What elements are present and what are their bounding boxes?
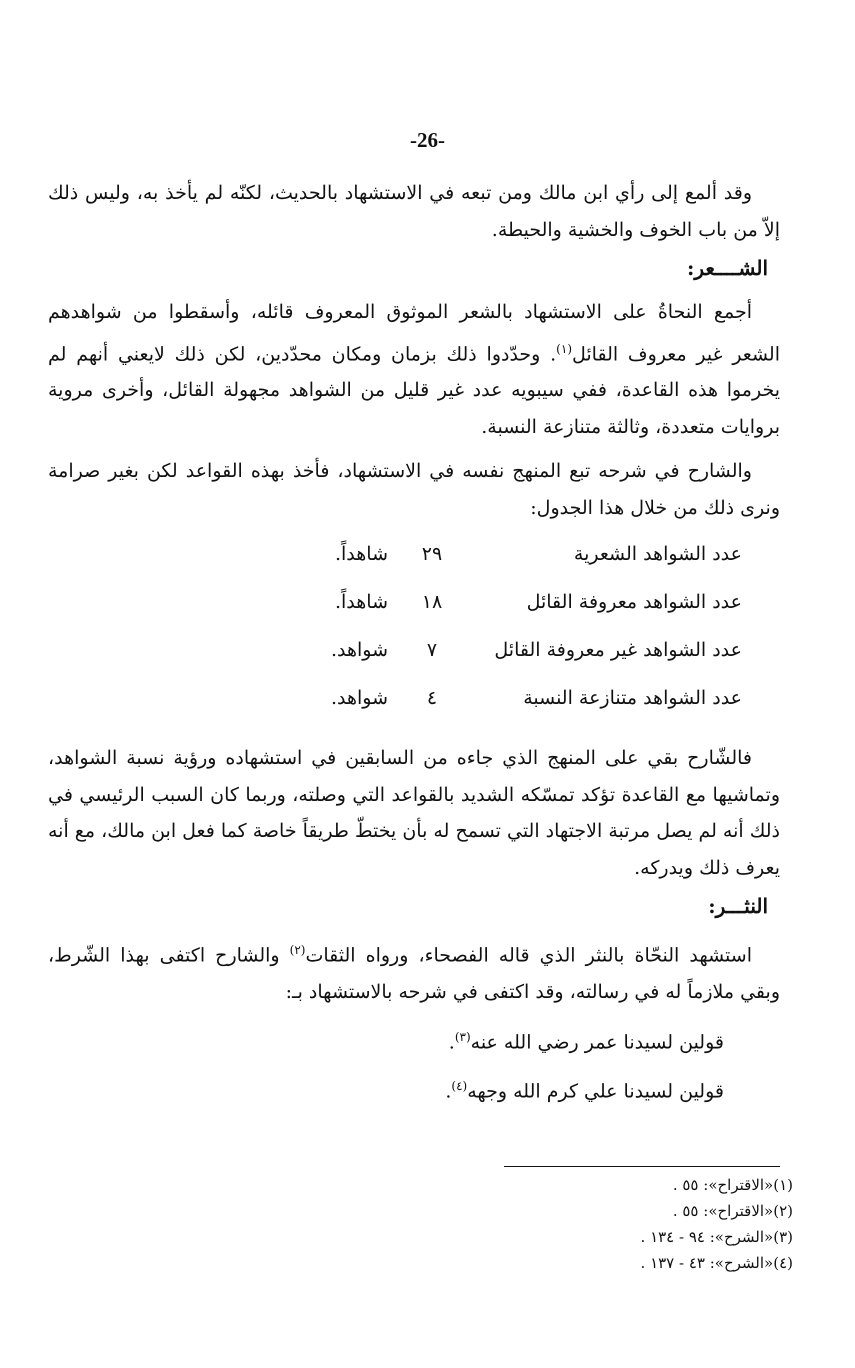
footnote-ref-3: (٣) (454, 1029, 471, 1044)
stat-label: عدد الشواهد متنازعة النسبة (523, 687, 742, 710)
prose-p1-text-a: استشهد النحّاة بالنثر الذي قاله الفصحاء، ورواه الثقات (305, 944, 752, 967)
main-text (48, 175, 780, 1110)
footnote-ref-4: (٤) (451, 1079, 468, 1094)
stat-count: ٧ (426, 639, 438, 662)
quote-line-2 (48, 1068, 780, 1110)
quote-1-text: قولين لسيدنا عمر رضي الله عنه (470, 1030, 724, 1053)
intro-paragraph: وقد ألمع إلى رأي ابن مالك ومن تبعه في الاستشهاد بالحديث، لكنّه لم يأخذ به، وليس ذلك إلاّ من باب الخوف والخشية والحيطة. (48, 182, 780, 241)
quote-line-1 (48, 1019, 780, 1061)
stat-row (48, 584, 780, 632)
poetry-p1-text-a: أجمع النحاةُ على الاستشهاد بالشعر الموثوق المعروف قائله، وأسقطوا من شواهدهم الشعر غير معروف القائل (48, 301, 780, 365)
poetry-paragraph-1 (48, 294, 780, 445)
poetry-heading: الشــــعر: (687, 256, 768, 280)
stat-row (48, 536, 780, 584)
footnote-2: (٢)«الاقتراح»: ٥٥ . (672, 1202, 793, 1220)
quote-2-text: قولين لسيدنا علي كرم الله وجهه (467, 1080, 724, 1103)
stat-row (48, 632, 780, 680)
footnote-1: (١)«الاقتراح»: ٥٥ . (672, 1176, 793, 1194)
footnote-4: (٤)«الشرح»: ٤٣ - ١٣٧ . (640, 1254, 793, 1272)
stat-label: عدد الشواهد الشعرية (573, 543, 742, 566)
footnote-ref-1: (١) (556, 341, 572, 356)
period: . (445, 1080, 452, 1103)
footnote-separator (504, 1166, 780, 1167)
footnote-ref-2: (٢) (289, 943, 306, 958)
footnote-3: (٣)«الشرح»: ٩٤ - ١٣٤ . (640, 1228, 793, 1246)
stat-label: عدد الشواهد معروفة القائل (526, 591, 742, 614)
stat-unit: شواهد. (330, 639, 388, 662)
stat-count: ٢٩ (421, 543, 443, 566)
poetry-paragraph-3: فالشّارح بقي على المنهج الذي جاءه من السابقين في استشهاده ورؤية نسبة الشواهد، وتماشيها مع القاعدة تؤكد تمسّكه الشديد بالقواعد التي وصلته، وربما كان السبب الرئيسي في ذلك أنه لم يصل مرتبة الاجتهاد التي تسمح له بأن يختطّ طريقاً خاصة كما فعل ابن مالك، مع أنه يعرف ذلك ويدركه. (48, 747, 780, 879)
period: . (448, 1030, 455, 1053)
page-number: -26- (410, 128, 445, 152)
poetry-p1-text-b: . وحدّدوا ذلك بزمان ومكان محدّدين، لكن ذلك لايعني أنهم لم يخرموا هذه القاعدة، ففي سيبويه عدد غير قليل من الشواهد مجهولة القائل، وأخرى مروية بروايات متعددة، وثالثة متنازعة النسبة. (48, 342, 780, 438)
poetry-paragraph-2: والشارح في شرحه تبع المنهج نفسه في الاستشهاد، فأخذ بهذه القواعد لكن بغير صرامة ونرى ذلك من خلال هذا الجدول: (48, 460, 780, 519)
stat-count: ١٨ (421, 591, 443, 614)
prose-paragraph-1 (48, 932, 780, 1010)
stat-unit: شاهداً. (334, 543, 388, 566)
stat-label: عدد الشواهد غير معروفة القائل (494, 639, 742, 662)
stat-unit: شاهداً. (334, 591, 388, 614)
stat-unit: شواهد. (330, 687, 388, 710)
stat-row (48, 680, 780, 728)
prose-p1-text-b: والشارح اكتفى بهذا الشّرط، وبقي ملازماً له في رسالته، وقد اكتفى في شرحه بالاستشهاد بـ: (48, 944, 780, 1004)
evidence-count-table (48, 536, 780, 728)
prose-heading: النثـــر: (708, 894, 768, 919)
footnotes (373, 1172, 793, 1276)
stat-count: ٤ (426, 687, 438, 710)
